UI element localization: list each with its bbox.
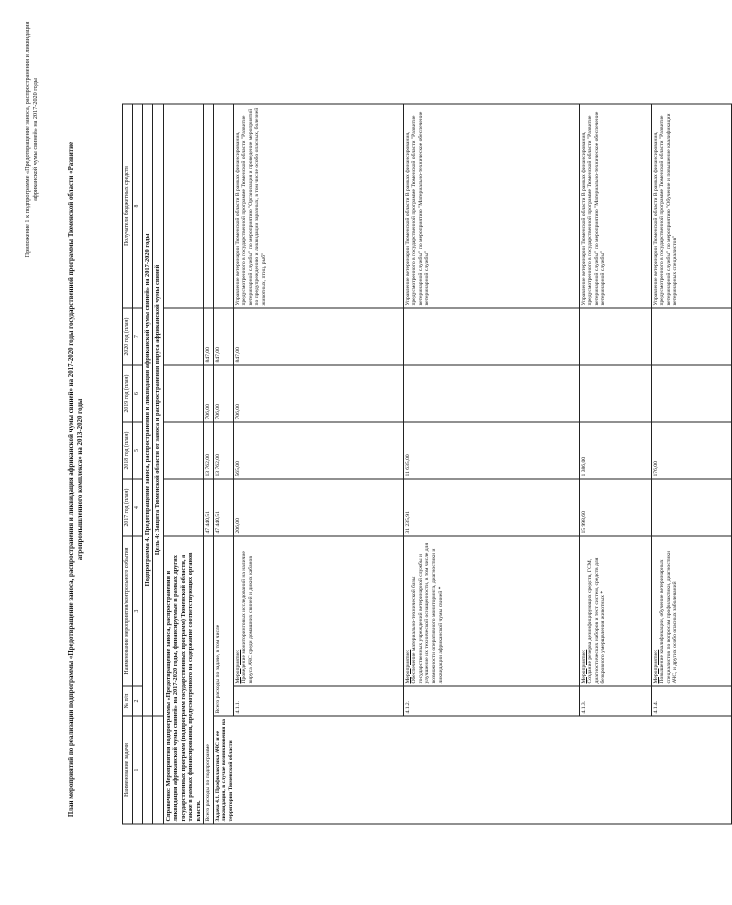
col-number: 4 (132, 479, 142, 536)
value-2020 (403, 308, 579, 365)
event-text: Проведение мониторинговых исследований на наличие вируса АЧС среди домашних свиней и диких кабанов (241, 551, 254, 684)
document-title: План мероприятий по реализации подпрограммы «Предотвращение заноса, распространения и ликвидация африканской чумы свиней» на 2017-2020 годы государственной программы Тюменской области «Развитие агропромышленного комплекса» на 2013-2020 годы (68, 141, 84, 818)
header-2019: 2019 год (план) (123, 365, 133, 422)
value-2018: 1 386,00 (579, 422, 651, 479)
task-2020: 847,00 (213, 308, 233, 365)
task-2017: 47 440,51 (213, 479, 233, 536)
total-2018: 13 762,00 (203, 422, 213, 479)
col-number: 7 (132, 308, 142, 365)
value-2018: 176,00 (651, 422, 731, 479)
task-name: Задача 4.1. Профилактика АЧС и ее ликвидация, в случае возникновения на территории Тюменской области (213, 716, 731, 824)
value-2019 (579, 365, 651, 422)
event-cell (233, 536, 403, 686)
event-text: Создание резерва дезинфицирующих средств, ГСМ, диагностических наборов и тест систем, средств для безкровного умерщвления животных * (587, 557, 607, 684)
col-number: 5 (132, 422, 142, 479)
value-2020: 847,00 (233, 308, 403, 365)
total-row (203, 104, 213, 824)
subprogram-row (142, 104, 153, 824)
value-2019: 706,00 (233, 365, 403, 422)
event-head: Мероприятие: (580, 649, 587, 684)
event-text: Повышение квалификации, обучение ветеринарных специалистов по вопросам профилактики, диагностики АЧС, и других особо опасных заболеваний (659, 551, 679, 684)
recipient-cell: Управление ветеринарии Тюменской области В рамках финансирования, предусмотренного в государственной программе Тюменской области "Развитие ветеринарной службы" по мероприятию "Организация и проведение мероприятий по предупреждению и ликвидации заразных, в том числе особо опасных, болезней животных, птиц, рыб" (233, 104, 403, 308)
header-recipient: Получатели бюджетных средств (123, 104, 133, 308)
recipient-cell: Управление ветеринарии Тюменской области В рамках финансирования, предусмотренного в государственной программе Тюменской области "Развитие ветеринарной службы" по мероприятию "Материально-техническое обеспечение ветеринарной службы" (403, 104, 579, 308)
event-cell (403, 536, 579, 686)
task-2018: 13 762,00 (213, 422, 233, 479)
value-2019 (403, 365, 579, 422)
row-number: 4.1.2. (403, 686, 579, 716)
event-cell (651, 536, 731, 686)
column-number-row (132, 104, 142, 824)
value-2020 (579, 308, 651, 365)
total-2019: 706,00 (203, 365, 213, 422)
plan-table (122, 104, 732, 825)
task-2019: 706,00 (213, 365, 233, 422)
row-number: 4.1.1. (233, 686, 403, 716)
appendix-note: Приложение 1 к подпрограмме «Предотвращение заноса, распространения и ликвидация африканской чумы свиней» на 2017-2020 годы (24, 21, 39, 258)
reference-note: Справочно: Мероприятия подпрограммы «Предотвращение заноса, распространения и ликвидация африканской чумы свиней» на 2017-2020 годы, финансируемые в рамках других государственных программ (подпрограмм государственных программ) Тюменской области, а также в рамках финансирования, предусмотренного на содержание соответствующих органов власти. (163, 536, 203, 824)
recipient-cell: Управление ветеринарии Тюменской области В рамках финансирования, предусмотренного в государственной программе Тюменской области "Развитие ветеринарной службы" по мероприятию "Материально-техническое обеспечение ветеринарной службы" (579, 104, 651, 308)
header-name: Наименование задачи (123, 716, 133, 824)
goal-title: Цель 4: Защита Тюменской области от заноса и распространения вируса африканской чумы свиней (153, 104, 164, 716)
recipient-cell: Управление ветеринарии Тюменской области В рамках финансирования, предусмотренного в государственной программе Тюменской области "Развитие ветеринарной службы" по мероприятию "Обучение и повышение квалификации ветеринарных специалистов" (651, 104, 731, 308)
goal-row (153, 104, 164, 824)
header-row (123, 104, 133, 824)
header-2018: 2018 год (план) (123, 422, 133, 479)
reference-row (163, 104, 203, 824)
col-number: 8 (132, 104, 142, 308)
col-number: 2 (132, 686, 142, 716)
value-2017: 206,00 (233, 479, 403, 536)
value-2017 (651, 479, 731, 536)
header-event: Наименование мероприятия/контрольного события (123, 536, 133, 686)
value-2018: 565,00 (233, 422, 403, 479)
event-cell (579, 536, 651, 686)
header-2017: 2017 год (план) (123, 479, 133, 536)
row-number: 4.1.3. (579, 686, 651, 716)
value-2017: 15 998,60 (579, 479, 651, 536)
row-number: 4.1.4. (651, 686, 731, 716)
event-head: Мероприятие: (234, 649, 241, 684)
total-2020: 847,00 (203, 308, 213, 365)
value-2020 (651, 308, 731, 365)
col-number: 6 (132, 365, 142, 422)
total-2017: 47 440,51 (203, 479, 213, 536)
col-number: 3 (132, 536, 142, 686)
task-total-label: Всего расходы по задаче, в том числе (213, 536, 233, 716)
header-no: № п/п (123, 686, 133, 716)
event-text: Обеспечение материально-технической базы государственных учреждений ветеринарной службы и улучшение их технической оснащенности, в том числе для возможности оперативного мониторинга, диагностики и ликвидации африканской чумы свиней * (411, 542, 444, 684)
total-label: Всего расходы по подпрограмме (203, 536, 213, 824)
header-2020: 2020 год (план) (123, 308, 133, 365)
value-2019 (651, 365, 731, 422)
event-head: Мероприятие: (652, 649, 659, 684)
value-2017: 31 235,91 (403, 479, 579, 536)
subprogram-title: Подпрограмма 4. Предотвращение заноса, распространения и ликвидация африканской чумы свиней» на 2017-2020 годы (142, 104, 153, 716)
value-2018: 11 635,00 (403, 422, 579, 479)
col-number: 1 (132, 716, 142, 824)
event-head: Мероприятие: (404, 649, 411, 684)
task-row (213, 104, 233, 824)
